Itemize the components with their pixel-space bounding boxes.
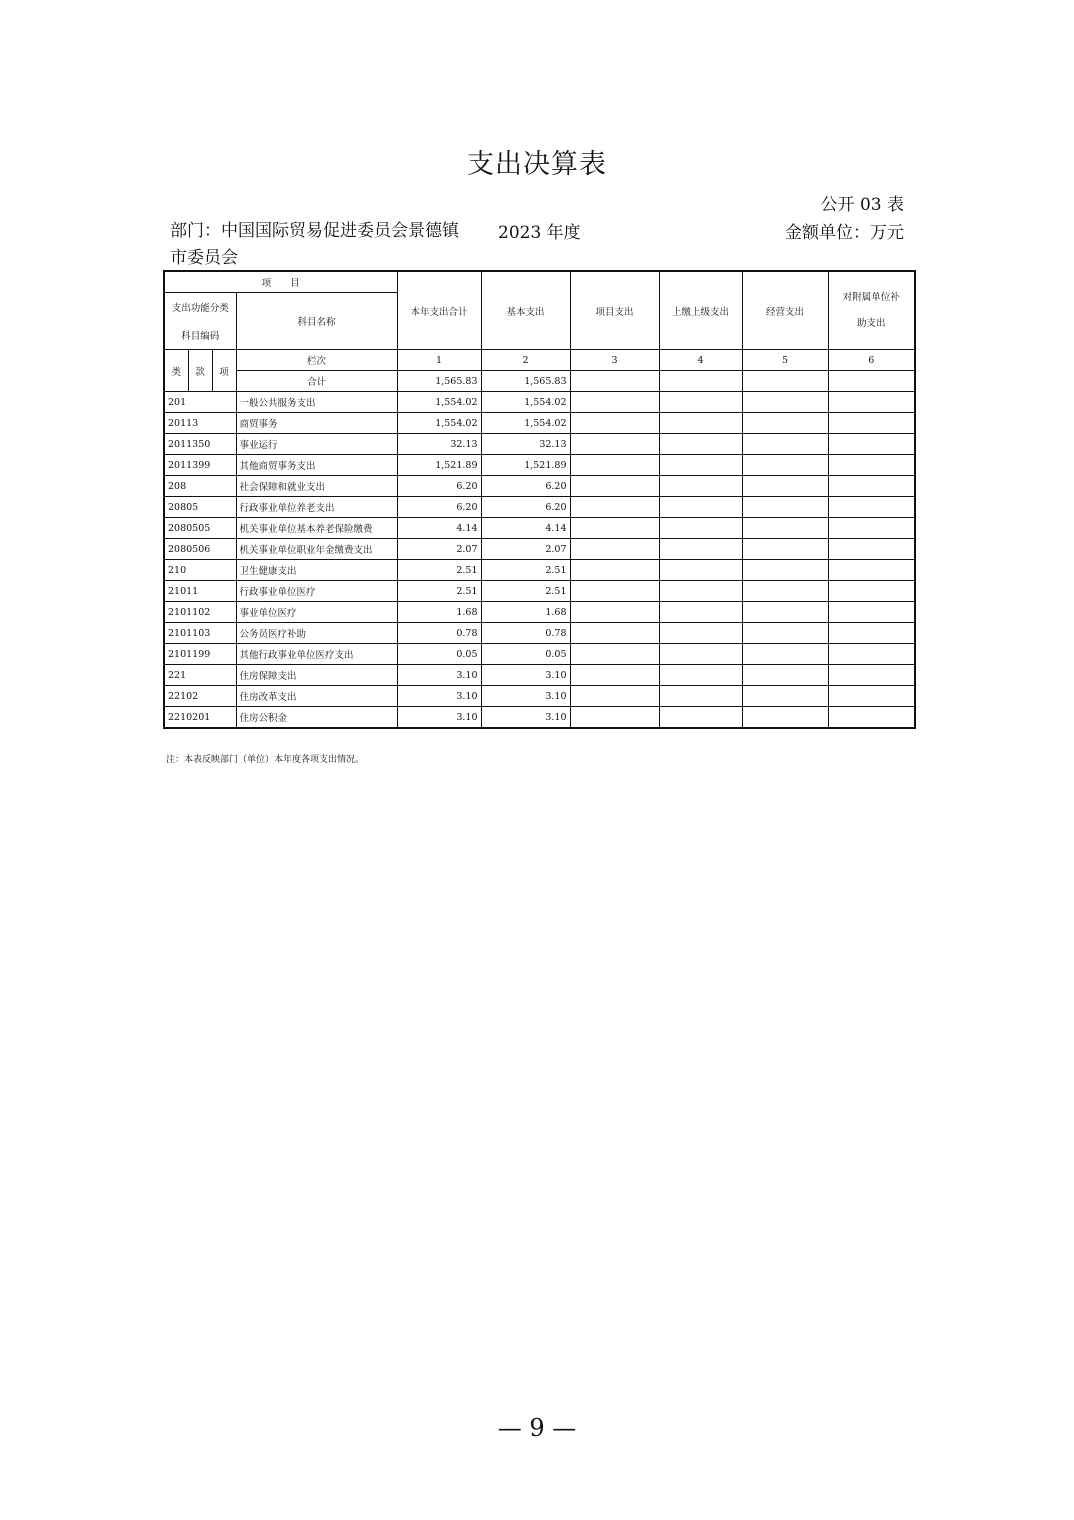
col5-value xyxy=(742,686,828,707)
table-row xyxy=(164,497,915,518)
table-row xyxy=(164,539,915,560)
subject-name: 其他商贸事务支出 xyxy=(236,455,397,476)
department-label: 部门：中国国际贸易促进委员会景德镇市委员会 xyxy=(170,221,459,268)
col6-header: 对附属单位补助支出 xyxy=(828,271,915,350)
subject-name: 住房保障支出 xyxy=(236,665,397,686)
col1-value: 6.20 xyxy=(397,497,481,518)
col2-value: 3.10 xyxy=(481,686,570,707)
col3-value xyxy=(570,476,659,497)
page-number: — 9 — xyxy=(497,1414,577,1442)
col2-value: 6.20 xyxy=(481,497,570,518)
col6-value xyxy=(828,644,915,665)
col5-value xyxy=(742,476,828,497)
col5-value xyxy=(742,518,828,539)
col5-value xyxy=(742,665,828,686)
col6-value xyxy=(828,686,915,707)
subject-code: 208 xyxy=(164,476,236,497)
col3-value xyxy=(570,392,659,413)
col6-value xyxy=(828,707,915,729)
col2-value: 3.10 xyxy=(481,707,570,729)
col5-value xyxy=(742,644,828,665)
col3-value xyxy=(570,665,659,686)
subject-name: 一般公共服务支出 xyxy=(236,392,397,413)
header-row-4 xyxy=(164,350,915,371)
col2-value: 6.20 xyxy=(481,476,570,497)
col4-value xyxy=(659,560,742,581)
col4-value xyxy=(659,539,742,560)
table-row xyxy=(164,413,915,434)
col1-value: 3.10 xyxy=(397,707,481,729)
col4-value xyxy=(659,518,742,539)
item-header: 项 目 xyxy=(164,271,397,293)
subject-code: 2101103 xyxy=(164,623,236,644)
lanci-label: 栏次 xyxy=(236,350,397,371)
subject-name: 机关事业单位基本养老保险缴费 xyxy=(236,518,397,539)
col3-value xyxy=(570,497,659,518)
col5-value xyxy=(742,539,828,560)
col-number-4: 4 xyxy=(659,350,742,371)
col1-value: 1.68 xyxy=(397,602,481,623)
col6-value xyxy=(828,497,915,518)
lei-header: 类 xyxy=(164,350,188,392)
table-row xyxy=(164,602,915,623)
xiang-header: 项 xyxy=(212,350,236,392)
total-col1: 1,565.83 xyxy=(397,371,481,392)
col4-value xyxy=(659,455,742,476)
col4-value xyxy=(659,686,742,707)
col2-value: 1.68 xyxy=(481,602,570,623)
subject-name: 商贸事务 xyxy=(236,413,397,434)
col3-value xyxy=(570,560,659,581)
col1-value: 6.20 xyxy=(397,476,481,497)
subject-code: 201 xyxy=(164,392,236,413)
subject-name: 社会保障和就业支出 xyxy=(236,476,397,497)
total-col6 xyxy=(828,371,915,392)
subject-code: 2101199 xyxy=(164,644,236,665)
col1-value: 4.14 xyxy=(397,518,481,539)
col6-value xyxy=(828,560,915,581)
col2-value: 2.51 xyxy=(481,581,570,602)
col5-value xyxy=(742,581,828,602)
col2-value: 0.78 xyxy=(481,623,570,644)
col6-value xyxy=(828,413,915,434)
col4-value xyxy=(659,434,742,455)
subject-name: 住房改革支出 xyxy=(236,686,397,707)
col2-value: 1,554.02 xyxy=(481,392,570,413)
col1-value: 2.51 xyxy=(397,560,481,581)
table-row xyxy=(164,686,915,707)
col1-value: 3.10 xyxy=(397,686,481,707)
subject-name: 公务员医疗补助 xyxy=(236,623,397,644)
col1-value: 0.05 xyxy=(397,644,481,665)
expenditure-table xyxy=(163,270,916,729)
col4-value xyxy=(659,497,742,518)
col6-value xyxy=(828,665,915,686)
col6-value xyxy=(828,518,915,539)
total-col5 xyxy=(742,371,828,392)
header-row-1 xyxy=(164,271,915,293)
table-row xyxy=(164,434,915,455)
kuan-header: 款 xyxy=(188,350,212,392)
col3-value xyxy=(570,644,659,665)
subject-name: 机关事业单位职业年金缴费支出 xyxy=(236,539,397,560)
col2-value: 32.13 xyxy=(481,434,570,455)
col4-value xyxy=(659,644,742,665)
col6-value xyxy=(828,581,915,602)
col2-value: 4.14 xyxy=(481,518,570,539)
subject-code: 22102 xyxy=(164,686,236,707)
col3-value xyxy=(570,602,659,623)
col1-value: 1,554.02 xyxy=(397,392,481,413)
subject-code: 20113 xyxy=(164,413,236,434)
col5-value xyxy=(742,392,828,413)
subject-code: 2011399 xyxy=(164,455,236,476)
col6-value xyxy=(828,476,915,497)
col4-value xyxy=(659,413,742,434)
table-row xyxy=(164,476,915,497)
col5-value xyxy=(742,497,828,518)
col4-value xyxy=(659,602,742,623)
subject-code: 2080506 xyxy=(164,539,236,560)
subject-code-header: 科目编码 xyxy=(164,321,236,350)
col-number-1: 1 xyxy=(397,350,481,371)
col3-value xyxy=(570,581,659,602)
col5-value xyxy=(742,623,828,644)
col1-value: 2.07 xyxy=(397,539,481,560)
col6-value xyxy=(828,455,915,476)
table-row xyxy=(164,644,915,665)
col2-value: 1,521.89 xyxy=(481,455,570,476)
table-row xyxy=(164,455,915,476)
col4-value xyxy=(659,707,742,729)
col5-value xyxy=(742,413,828,434)
col5-value xyxy=(742,434,828,455)
total-label: 合计 xyxy=(236,371,397,392)
col6-value xyxy=(828,623,915,644)
col3-value xyxy=(570,434,659,455)
subject-name: 行政事业单位医疗 xyxy=(236,581,397,602)
subject-code: 221 xyxy=(164,665,236,686)
col2-header: 基本支出 xyxy=(481,271,570,350)
col5-value xyxy=(742,602,828,623)
form-code: 公开 03 表 xyxy=(820,195,904,215)
subject-name: 其他行政事业单位医疗支出 xyxy=(236,644,397,665)
col4-value xyxy=(659,581,742,602)
table-row xyxy=(164,623,915,644)
col-number-5: 5 xyxy=(742,350,828,371)
footnote: 注：本表反映部门（单位）本年度各项支出情况。 xyxy=(166,755,365,765)
total-col4 xyxy=(659,371,742,392)
subject-code: 2210201 xyxy=(164,707,236,729)
col5-header: 经营支出 xyxy=(742,271,828,350)
total-col3 xyxy=(570,371,659,392)
fiscal-year: 2023 年度 xyxy=(498,223,581,243)
subject-code: 21011 xyxy=(164,581,236,602)
col2-value: 0.05 xyxy=(481,644,570,665)
col3-value xyxy=(570,686,659,707)
col1-value: 1,554.02 xyxy=(397,413,481,434)
col5-value xyxy=(742,560,828,581)
subject-code: 2011350 xyxy=(164,434,236,455)
col2-value: 2.07 xyxy=(481,539,570,560)
col3-value xyxy=(570,455,659,476)
table-row xyxy=(164,707,915,729)
table-row xyxy=(164,392,915,413)
col2-value: 3.10 xyxy=(481,665,570,686)
col4-value xyxy=(659,623,742,644)
col3-value xyxy=(570,623,659,644)
subject-name: 行政事业单位养老支出 xyxy=(236,497,397,518)
col1-header: 本年支出合计 xyxy=(397,271,481,350)
col6-value xyxy=(828,392,915,413)
col1-value: 3.10 xyxy=(397,665,481,686)
table-row xyxy=(164,581,915,602)
subject-code: 2080505 xyxy=(164,518,236,539)
col5-value xyxy=(742,707,828,729)
col1-value: 1,521.89 xyxy=(397,455,481,476)
col3-value xyxy=(570,518,659,539)
col-number-3: 3 xyxy=(570,350,659,371)
col-number-6: 6 xyxy=(828,350,915,371)
total-col2: 1,565.83 xyxy=(481,371,570,392)
page-title: 支出决算表 xyxy=(467,149,607,180)
subject-code: 2101102 xyxy=(164,602,236,623)
subject-name-header: 科目名称 xyxy=(236,293,397,350)
subject-code: 210 xyxy=(164,560,236,581)
col3-header: 项目支出 xyxy=(570,271,659,350)
col3-value xyxy=(570,707,659,729)
amount-unit: 金额单位：万元 xyxy=(785,223,904,243)
col2-value: 1,554.02 xyxy=(481,413,570,434)
col4-header: 上缴上级支出 xyxy=(659,271,742,350)
col6-value xyxy=(828,434,915,455)
col1-value: 0.78 xyxy=(397,623,481,644)
table-row xyxy=(164,560,915,581)
col-number-2: 2 xyxy=(481,350,570,371)
func-class-header: 支出功能分类 xyxy=(164,293,236,322)
subject-code: 20805 xyxy=(164,497,236,518)
col5-value xyxy=(742,455,828,476)
col4-value xyxy=(659,476,742,497)
col4-value xyxy=(659,392,742,413)
subject-name: 卫生健康支出 xyxy=(236,560,397,581)
col4-value xyxy=(659,665,742,686)
col1-value: 2.51 xyxy=(397,581,481,602)
col2-value: 2.51 xyxy=(481,560,570,581)
total-row xyxy=(164,371,915,392)
col6-value xyxy=(828,602,915,623)
table-row xyxy=(164,665,915,686)
col6-value xyxy=(828,539,915,560)
col1-value: 32.13 xyxy=(397,434,481,455)
table-row xyxy=(164,518,915,539)
subject-name: 事业单位医疗 xyxy=(236,602,397,623)
col3-value xyxy=(570,413,659,434)
col3-value xyxy=(570,539,659,560)
subject-name: 事业运行 xyxy=(236,434,397,455)
subject-name: 住房公积金 xyxy=(236,707,397,729)
